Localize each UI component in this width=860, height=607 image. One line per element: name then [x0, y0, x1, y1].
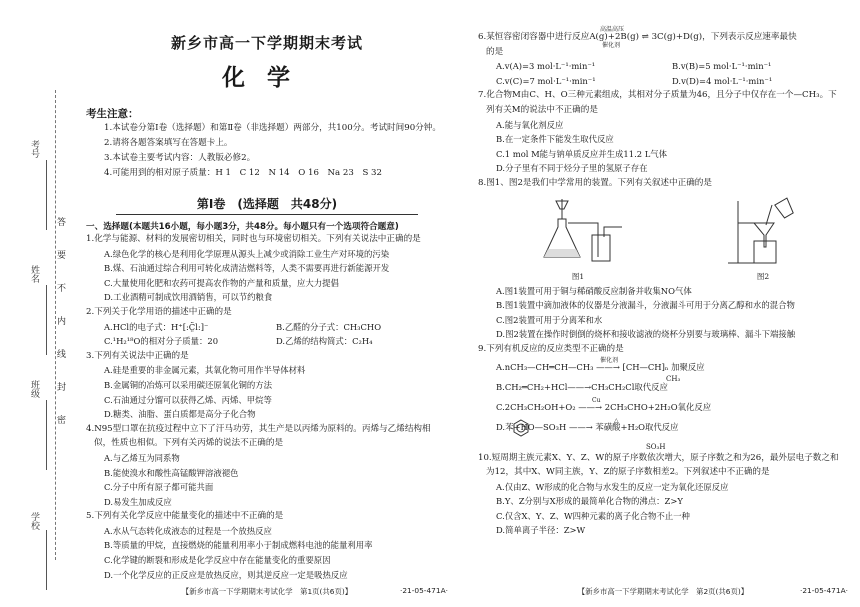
question-8: 8.图1、图2是我们中学常用的装置。下列有关叙述中正确的是 图1 图2 A.图1装置可用于铜与稀硝酸反应制备并收集NO气体 B.图1装置中滴加液体的仪器是分液漏斗，分液漏斗可用于分离乙醇和水的混合物 C.图2装置可用于分离苯和水 D.图2装置在操作时倒倒的烧杯和接收滤液的烧杯分别要与玻璃棒、漏斗下端接触	[478, 176, 848, 342]
page-2-code: ·21-05-471A·	[799, 586, 848, 595]
exam-number-line	[46, 160, 48, 230]
option: D.工业酒精可制成饮用酒销售，可以节约粮食	[104, 292, 273, 303]
class-line	[46, 400, 48, 470]
option-c: C.2CH₃CH₂OH+O₂ ——→ 2CH₃CHO+2H₂O氧化反应 Cu	[496, 397, 848, 417]
question-5: 5.下列有关化学反应中能量变化的描述中不正确的是 A.水从气态转化成液态的过程是一个放热反应 B.等质量的甲烷，直接燃烧的能量利用率小于制成燃料电池的能量利用率 C.化学键的断裂和形成是化学反应中存在能量变化的重要原因 D.一个化学反应的正反应是放热反应，则其逆反应一定是吸热反应	[86, 509, 448, 582]
option: A.v(A)=3 mol·L⁻¹·min⁻¹	[496, 61, 596, 72]
option: B.图1装置中滴加液体的仪器是分液漏斗，分液漏斗可用于分离乙醇和水的混合物	[496, 300, 795, 311]
option: D.一个化学反应的正反应是放热反应，则其逆反应一定是吸热反应	[104, 569, 348, 580]
option: A.能与氧化剂反应	[496, 119, 564, 130]
section-divider	[116, 214, 418, 215]
reaction-condition-top: 高温高压	[600, 26, 625, 33]
filtration-apparatus-icon	[718, 197, 808, 267]
option: D.糖类、油脂、蛋白质都是高分子化合物	[104, 409, 256, 420]
option: C.大量使用化肥和农药可提高农作物的产量和质量，应大力提倡	[104, 277, 339, 288]
reaction-condition-bottom: 催化剂	[602, 42, 621, 49]
question-3: 3.下列有关说法中正确的是 A.硅是重要的非金属元素，其氧化物可用作半导体材料 B.金属铜的冶炼可以采用碳还原氧化铜的方法 C.石油通过分馏可以获得乙烯、丙烯、甲烷等 D.糖类、油脂、蛋白质都是高分子化合物	[86, 349, 448, 422]
question-10: 10.短周期主族元素X、Y、Z、W的原子序数依次增大，原子序数之和为26，最外层电子数之和 为12，其中X、W同主族，Y、Z的原子序数相差2。下列叙述中不正确的是 A.仅由Z、W形成的化合物与水发生的反应一定为氧化还原反应 B.Y、Z分别与X形成的最简单化合物的沸点：Z>Y C.仅含X、Y、Z、W四种元素的离子化合物不止一种 D.简单离子半径：Z>W	[478, 451, 848, 539]
question-1: 1.化学与能源、材料的发展密切相关，同时也与环境密切相关。下列有关说法中正确的是 A.绿色化学的核心是利用化学原理从源头上减少或消除工业生产对环境的污染 B.煤、石油通过综合利用可转化成清洁燃料等，人类不需要再进行新能源开发 C.大量使用化肥和农药可提高农作物的产量和质量，应大力提倡 D.工业酒精可制成饮用酒销售，可以节约粮食	[86, 232, 448, 305]
option: D.乙烯的结构简式：C₂H₄	[276, 336, 373, 347]
question-4: 4.N95型口罩在抗疫过程中立下了汗马功劳，其生产是以丙烯为原料的。丙烯与乙烯结构相 似，性质也相似。下列有关丙烯的说法不正确的是 A.与乙烯互为同系物 B.能使溴水和酸性高锰酸钾溶液褪色 C.分子中所有原子都可能共面 D.易发生加成反应	[86, 422, 448, 510]
option: D.图2装置在操作时倒倒的烧杯和接收滤液的烧杯分别要与玻璃棒、漏斗下端接触	[496, 329, 796, 340]
notes-heading: 考生注意：	[86, 108, 139, 120]
option: B.能使溴水和酸性高锰酸钾溶液褪色	[104, 467, 239, 478]
option: C.石油通过分馏可以获得乙烯、丙烯、甲烷等	[104, 394, 272, 405]
option: B.v(B)=5 mol·L⁻¹·min⁻¹	[672, 61, 772, 72]
exam-title: 新乡市高一下学期期末考试	[170, 34, 363, 52]
option: B.Y、Z分别与X形成的最简单化合物的沸点：Z>Y	[496, 496, 683, 507]
option: D.易发生加成反应	[104, 496, 172, 507]
option: C.仅含X、Y、Z、W四种元素的离子化合物不止一种	[496, 510, 690, 521]
name-line	[46, 285, 48, 355]
option: D.分子里有不同于烃分子里的氢原子存在	[496, 163, 648, 174]
section-instructions: 一、选择题(本题共16小题，每小题3分，共48分。每小题只有一个选项符合题意)	[86, 222, 399, 232]
option: C.¹H₂¹⁸O的相对分子质量：20	[104, 336, 219, 347]
option-d: D.苯+HO—SO₃H ——→ 苯磺酸+H₂O取代反应 △ SO₃H	[496, 417, 848, 451]
option: C.化学键的断裂和形成是化学反应中存在能量变化的重要原因	[104, 555, 331, 566]
option: B.乙醛的分子式：CH₃CHO	[276, 321, 382, 332]
option: A.水从气态转化成液态的过程是一个放热反应	[104, 525, 272, 536]
seal-dashed-line	[55, 90, 56, 560]
figure-2	[718, 197, 808, 282]
label-school: 学校	[29, 512, 39, 530]
option: A.绿色化学的核心是利用化学原理从源头上减少或消除工业生产对环境的污染	[104, 248, 390, 259]
option: A.HCl的电子式：H⁺[:C̤̈l:]⁻	[104, 321, 209, 332]
note-4: 4.可能用到的相对原子质量：H 1 C 12 N 14 O 16 Na 23 S 32	[104, 168, 382, 178]
label-exam-number: 考号	[29, 140, 39, 158]
question-7: 7.化合物M由C、H、O三种元素组成，其相对分子质量为46，且分子中仅存在一个—CH₃。下 列有关M的说法中不正确的是 A.能与氧化剂反应 B.在一定条件下能发生取代反应 C.1 mol M能与钠单质反应并生成11.2 L气体 D.分子里有不同于烃分子里的氢原子存在	[478, 88, 848, 176]
page-1-code: ·21-05-471A·	[399, 586, 448, 595]
exam-subject: 化学	[222, 65, 312, 91]
option: B.煤、石油通过综合利用可转化成清洁燃料等，人类不需要再进行新能源开发	[104, 263, 390, 274]
option: B.等质量的甲烷，直接燃烧的能量利用率小于制成燃料电池的能量利用率	[104, 540, 373, 551]
option: C.图2装置可用于分离苯和水	[496, 314, 603, 325]
note-2: 2.请将各题答案填写在答题卡上。	[104, 138, 233, 148]
page-1	[86, 0, 448, 607]
question-6: 6.某恒容密闭容器中进行反应A(g)+2B(g) ⇌ 3C(g)+D(g)，下列表示反应速率最快 高温高压 催化剂 的是 A.v(A)=3 mol·L⁻¹·min⁻¹ B.v(B)=5 mol·L⁻¹·min⁻¹ C.v(C)=7 mol·L⁻¹·min⁻¹ D.v(D)=4 mol·L⁻¹·min⁻¹	[478, 30, 848, 88]
option: A.仅由Z、W形成的化合物与水发生的反应一定为氧化还原反应	[496, 481, 729, 492]
option: B.在一定条件下能发生取代反应	[496, 134, 614, 145]
option: D.v(D)=4 mol·L⁻¹·min⁻¹	[672, 75, 773, 86]
page-2	[478, 0, 848, 607]
binding-strip: 考号 姓名 班级 学校 答 要 不 内 线 封 密	[0, 0, 70, 607]
option-b: B.CH₂═CH₂+HCl——→CH₃CH₂Cl取代反应	[496, 381, 668, 392]
label-name: 姓名	[29, 265, 39, 283]
option: C.1 mol M能与钠单质反应并生成11.2 L气体	[496, 148, 668, 159]
so3h-label: SO₃H	[646, 442, 666, 451]
cu-catalyst-label: Cu	[592, 396, 601, 404]
option: C.分子中所有原子都可能共面	[104, 482, 214, 493]
figure-1	[518, 197, 638, 282]
question-2: 2.下列关于化学用语的描述中正确的是 A.HCl的电子式：H⁺[:C̤̈l:]⁻ B.乙醛的分子式：CH₃CHO C.¹H₂¹⁸O的相对分子质量：20 D.乙烯的结构简式：C₂H₄	[86, 305, 448, 349]
option: A.硅是重要的非金属元素，其氧化物可用作半导体材料	[104, 365, 306, 376]
section-1-title: 第Ⅰ卷 (选择题 共48分)	[196, 197, 338, 211]
figure-1-caption: 图1	[571, 271, 585, 281]
school-line	[46, 530, 48, 590]
note-1: 1.本试卷分第Ⅰ卷（选择题）和第Ⅱ卷（非选择题）两部分，共100分。考试时间90分钟。	[104, 123, 441, 133]
flask-apparatus-icon	[518, 197, 638, 267]
option-a: A.nCH₃—CH═CH—CH₃ ——→ [CH—CH]ₙ 加聚反应 催化剂 CH₃	[496, 357, 848, 377]
page-2-footer: 【新乡市高一下学期期末考试化学 第2页(共6页)】 ·21-05-471A·	[577, 586, 848, 596]
label-class: 班级	[29, 380, 39, 398]
option: D.简单离子半径：Z>W	[496, 525, 586, 536]
option: C.v(C)=7 mol·L⁻¹·min⁻¹	[496, 75, 596, 86]
option: B.金属铜的冶炼可以采用碳还原氧化铜的方法	[104, 379, 272, 390]
catalyst-label: 催化剂	[600, 356, 619, 364]
option: A.图1装置可用于铜与稀硝酸反应制备并收集NO气体	[496, 285, 692, 296]
note-3: 3.本试卷主要考试内容：人教版必修2。	[104, 153, 256, 163]
page-1-footer: 【新乡市高一下学期期末考试化学 第1页(共6页)】 ·21-05-471A·	[181, 586, 448, 596]
question-9: 9.下列有机反应的反应类型不正确的是 A.nCH₃—CH═CH—CH₃ ——→ [CH—CH]ₙ 加聚反应 催化剂 CH₃ B.CH₂═CH₂+HCl——→CH₃CH₂Cl取代反应 C.2CH₃CH₂OH+O₂ ——→ 2CH₃CHO+2H₂O氧化反应 Cu D.苯+HO—SO₃H ——→ 苯磺酸+H₂O取代反应 △ SO₃H	[478, 342, 848, 451]
option: A.与乙烯互为同系物	[104, 452, 180, 463]
figure-2-caption: 图2	[756, 271, 770, 281]
heat-label: △	[614, 416, 619, 424]
methyl-label: CH₃	[666, 374, 681, 383]
